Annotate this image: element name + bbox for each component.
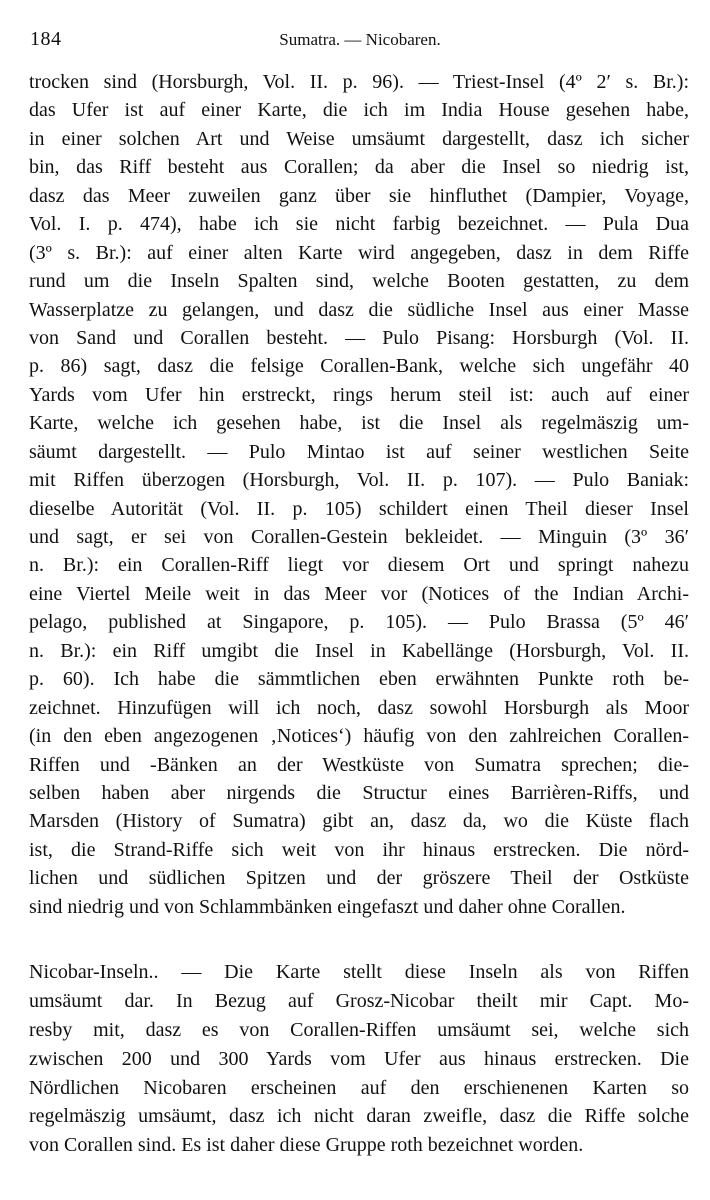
- text-line: dieselbe Autorität (Vol. II. p. 105) schildert einen Theil dieser Insel: [29, 497, 689, 520]
- text-line: Wasserplatze zu gelangen, und dasz die südliche Insel aus einer Masse: [29, 298, 689, 321]
- text-line: n. Br.): ein Riff umgibt die Insel in Kabellänge (Horsburgh, Vol. II.: [29, 639, 689, 662]
- text-line: lichen und südlichen Spitzen und der gröszere Theil der Ostküste: [29, 867, 689, 890]
- text-line: ist, die Strand-Riffe sich weit von ihr hinaus erstrecken. Die nörd-: [29, 838, 689, 861]
- text-line: Nördlichen Nicobaren erscheinen auf den erschienenen Karten so: [29, 1076, 689, 1099]
- text-line: trocken sind (Horsburgh, Vol. II. p. 96). — Triest-Insel (4º 2′ s. Br.):: [29, 71, 689, 93]
- text-line: (in den eben angezogenen ‚Notices‘) häufig von den zahlreichen Corallen-: [29, 725, 689, 748]
- text-line: umsäumt dar. In Bezug auf Grosz-Nicobar theilt mir Capt. Mo-: [29, 989, 689, 1012]
- text-line: mit Riffen überzogen (Horsburgh, Vol. II. p. 107). — Pulo Baniak:: [29, 469, 689, 492]
- text-line: p. 86) sagt, dasz die felsige Corallen-Bank, welche sich ungefähr 40: [29, 355, 689, 378]
- text-line: dasz das Meer zuweilen ganz über sie hinfluthet (Dampier, Voyage,: [29, 184, 689, 207]
- text-line: zeichnet. Hinzufügen will ich noch, dasz sowohl Horsburgh als Moor: [29, 696, 689, 719]
- text-line: und sagt, er sei von Corallen-Gestein bekleidet. — Minguin (3º 36′: [29, 526, 689, 548]
- running-header: [30, 28, 690, 54]
- text-line: Karte, welche ich gesehen habe, ist die Insel als regelmäszig um-: [29, 412, 689, 435]
- text-line: sind niedrig und von Schlammbänken eingefaszt und daher ohne Corallen.: [29, 895, 626, 918]
- text-line: Riffen und -Bänken an der Westküste von Sumatra sprechen; die-: [29, 753, 689, 776]
- text-line: Vol. I. p. 474), habe ich sie nicht farbig bezeichnet. — Pula Dua: [29, 213, 689, 236]
- text-line: bin, das Riff besteht aus Corallen; da aber die Insel so niedrig ist,: [29, 156, 689, 179]
- text-line: selben haben aber nirgends die Structur eines Barrièren-Riffs, und: [29, 781, 689, 804]
- text-line: Nicobar-Inseln.. — Die Karte stellt diese Inseln als von Riffen: [29, 961, 689, 983]
- paragraph-sumatra: [29, 68, 689, 921]
- text-line: p. 60). Ich habe die sämmtlichen eben erwähnten Punkte roth be-: [29, 668, 689, 691]
- text-line: in einer solchen Art und Weise umsäumt dargestellt, dasz ich sicher: [29, 127, 689, 150]
- text-line: von Sand und Corallen besteht. — Pulo Pisang: Horsburgh (Vol. II.: [29, 326, 689, 349]
- text-line: Marsden (History of Sumatra) gibt an, dasz da, wo die Küste flach: [29, 810, 689, 833]
- text-line: zwischen 200 und 300 Yards vom Ufer aus hinaus erstrecken. Die: [29, 1047, 689, 1070]
- text-line: das Ufer ist auf einer Karte, die ich im India House gesehen habe,: [29, 99, 689, 122]
- text-line: (3º s. Br.): auf einer alten Karte wird angegeben, dasz in dem Riffe: [29, 241, 689, 264]
- text-line: pelago, published at Singapore, p. 105). — Pulo Brassa (5º 46′: [29, 611, 689, 634]
- text-line: n. Br.): ein Corallen-Riff liegt vor diesem Ort und springt nahezu: [29, 554, 689, 577]
- text-line: resby mit, dasz es von Corallen-Riffen umsäumt sei, welche sich: [29, 1018, 689, 1041]
- text-line: regelmäszig umsäumt, dasz ich nicht daran zweifle, dasz die Riffe solche: [29, 1105, 689, 1128]
- paragraph-nicobar: [29, 958, 689, 1160]
- text-line: Yards vom Ufer hin erstreckt, rings herum steil ist: auch auf einer: [29, 383, 689, 406]
- page-number: 184: [30, 28, 62, 50]
- text-line: eine Viertel Meile weit in das Meer vor (Notices of the Indian Archi-: [29, 582, 689, 605]
- running-title: Sumatra. — Nicobaren.: [279, 30, 441, 49]
- text-line: von Corallen sind. Es ist daher diese Gruppe roth bezeichnet worden.: [29, 1134, 584, 1157]
- text-line: säumt dargestellt. — Pulo Mintao ist auf seiner westlichen Seite: [29, 440, 689, 463]
- text-line: rund um die Inseln Spalten sind, welche Booten gestatten, zu dem: [29, 270, 689, 293]
